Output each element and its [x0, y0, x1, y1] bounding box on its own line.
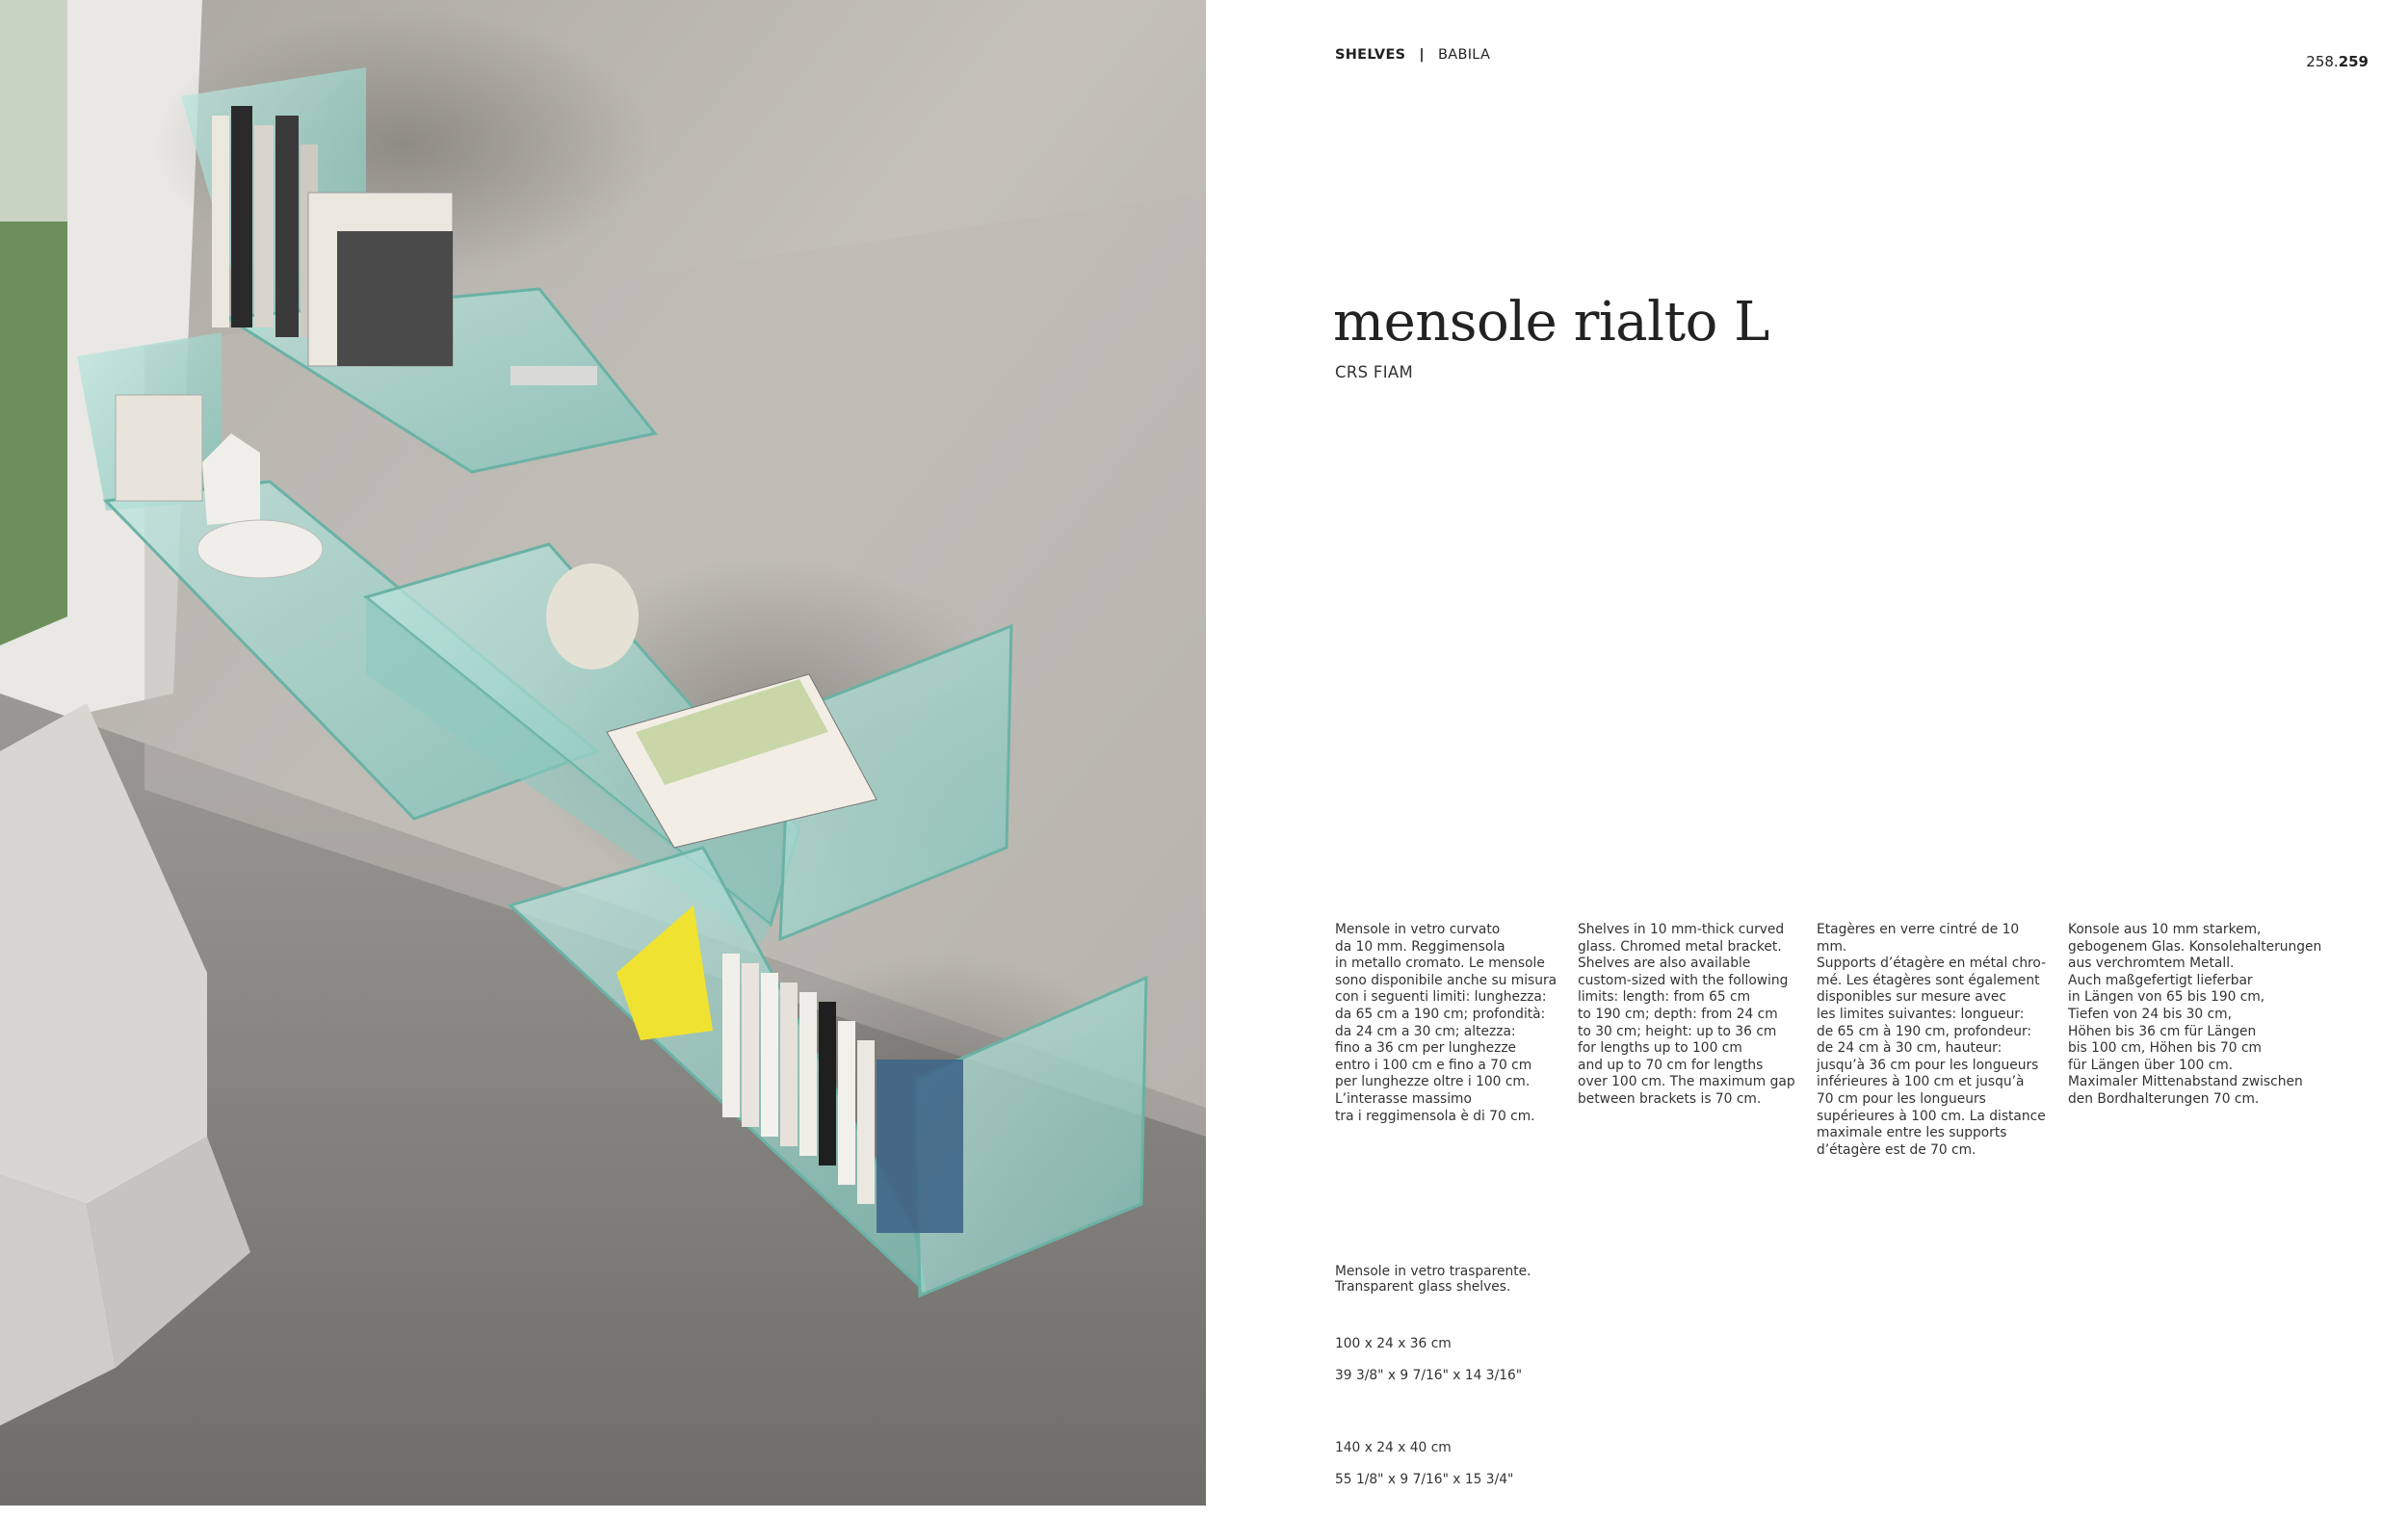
product-brand: CRS FIAM [1335, 363, 1413, 381]
description-english: Shelves in 10 mm-thick curved glass. Chromed metal bracket. Shelves are also available custom-sized with the following limits: length: from 65 cm to 190 cm; depth: from 24 cm to 30 cm; height: up to 36 cm for lengths up to 100 cm and up to 70 cm for lengths over 100 cm. The maximum gap between brackets is 70 cm. [1578, 922, 1795, 1107]
description-french: Etagères en verre cintré de 10 mm. Supports d’étagère en métal chro- mé. Les étagères sont également disponibles sur mesure avec les limites suivantes: longueur: de 65 cm à 190 cm, profondeur: de 24 cm à 30 cm, hauteur: jusqu’à 36 cm pour les longueurs inférieures à 100 cm et jusqu’à 70 cm pour les longueurs supérieures à 100 cm. La distance maximale entre les supports d’étagère est de 70 cm. [1817, 922, 2047, 1158]
spec-imperial: 39 3/8" x 9 7/16" x 14 3/16" [1335, 1367, 1523, 1383]
spec-imperial: 55 1/8" x 9 7/16" x 15 3/4" [1335, 1471, 1514, 1487]
spec-dimension-1 [1335, 1320, 1531, 1400]
page-number-left: 258. [2306, 53, 2339, 70]
spec-block [1335, 1247, 1531, 1519]
section-header [1335, 47, 1490, 63]
page-numbers [2306, 53, 2369, 70]
spec-heading: Mensole in vetro trasparente. Transparent glass shelves. [1335, 1263, 1531, 1295]
text-page [1206, 0, 2408, 1506]
collection-label: BABILA [1438, 47, 1491, 63]
spec-metric: 140 x 24 x 40 cm [1335, 1439, 1452, 1455]
spec-metric: 100 x 24 x 36 cm [1335, 1335, 1452, 1351]
header-separator: | [1419, 47, 1426, 63]
product-title: mensole rialto L [1333, 291, 1769, 354]
section-label: SHELVES [1335, 47, 1406, 63]
page-number-right: 259 [2338, 53, 2369, 70]
description-german: Konsole aus 10 mm starkem, gebogenem Glas. Konsolehalterungen aus verchromtem Metall. Auch maßgefertigt lieferbar in Längen von 65 bis 190 cm, Tiefen von 24 bis 30 cm, Höhen bis 36 cm für Längen bis 100 cm, Höhen bis 70 cm für Längen über 100 cm. Maximaler Mittenabstand zwischen den Bordhalterungen 70 cm. [2068, 922, 2322, 1107]
spec-dimension-2 [1335, 1424, 1531, 1504]
description-italian: Mensole in vetro curvato da 10 mm. Reggimensola in metallo cromato. Le mensole sono disponibile anche su misura con i seguenti limiti: lunghezza: da 65 cm a 190 cm; profondità: da 24 cm a 30 cm; altezza: fino a 36 cm per lunghezze entro i 100 cm e fino a 70 cm per lunghezze oltre i 100 cm. L’interasse massimo tra i reggimensola è di 70 cm. [1335, 922, 1557, 1124]
product-photo [0, 0, 1206, 1506]
